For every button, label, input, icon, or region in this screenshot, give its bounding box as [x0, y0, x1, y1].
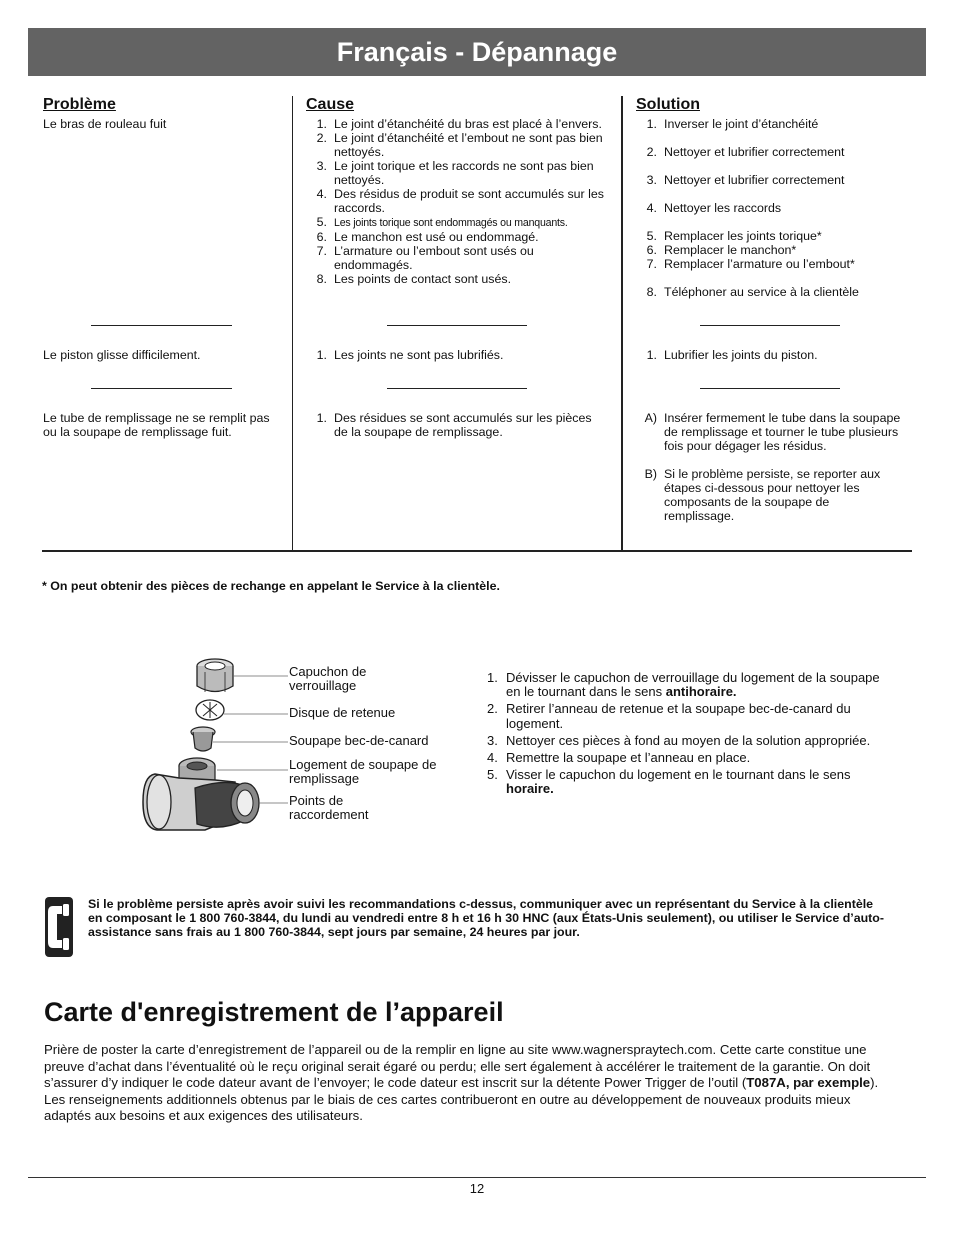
column-header-problem: Problème — [43, 96, 116, 113]
lock-cap-icon — [197, 659, 233, 692]
list-item: 8. Les points de contact sont usés. — [316, 272, 512, 286]
list-item: 6. Le manchon est usé ou endommagé. — [316, 230, 539, 244]
solution-list — [637, 348, 907, 362]
problem-text: Le bras de rouleau fuit — [43, 117, 167, 131]
callout-lock-cap: Capuchon de verrouillage — [289, 664, 367, 693]
list-item: 7. Remplacer l’armature ou l’embout* — [646, 257, 855, 271]
callout-valve-housing: Logement de soupape de remplissage — [289, 757, 437, 786]
list-item: 2. Nettoyer et lubrifier correctement — [646, 145, 845, 159]
list-item: 8. Téléphoner au service à la clientèle — [646, 285, 859, 299]
callout-duckbill-valve: Soupape bec-de-canard — [289, 733, 429, 748]
phone-icon — [44, 896, 74, 958]
column-cause — [306, 96, 354, 116]
registration-title: Carte d'enregistrement de l’appareil — [44, 997, 504, 1027]
list-item: 6. Remplacer le manchon* — [646, 243, 797, 257]
row-separator — [700, 388, 840, 389]
list-item: 5. Visser le capuchon du logement en le tournant dans le sens horaire. — [487, 767, 851, 797]
list-item: 1. Les joints ne sont pas lubrifiés. — [316, 348, 504, 362]
retaining-disc-icon — [196, 700, 224, 720]
valve-housing-icon — [143, 758, 259, 830]
row-separator — [387, 325, 527, 326]
list-item: 3. Nettoyer ces pièces à fond au moyen de la solution appropriée. — [487, 732, 871, 748]
list-item: 3. Nettoyer et lubrifier correctement — [646, 173, 845, 187]
list-item: 3. Le joint torique et les raccords ne sont pas bien nettoyés. — [316, 159, 594, 187]
list-item: B) Si le problème persiste, se reporter aux étapes ci-dessous pour nettoyer les composants de la soupape de remplissage. — [644, 467, 881, 523]
row-separator — [700, 325, 840, 326]
table-bottom-rule — [42, 550, 912, 552]
row-separator — [387, 388, 527, 389]
page-title: Français - Dépannage — [28, 28, 926, 76]
row-separator — [91, 325, 232, 326]
column-problem — [43, 96, 116, 116]
column-divider — [292, 96, 293, 551]
list-item: 2. Le joint d’étanchéité et l’embout ne sont pas bien nettoyés. — [316, 131, 603, 159]
fill-valve-diagram — [135, 652, 295, 842]
list-item: 4. Nettoyer les raccords — [646, 201, 782, 215]
page-number: 12 — [469, 1181, 485, 1196]
solution-list — [637, 411, 902, 523]
cause-list — [307, 411, 592, 439]
duckbill-valve-icon — [191, 727, 215, 751]
list-item: 4. Remettre la soupape et l’anneau en place. — [487, 750, 751, 766]
list-item: 1. Le joint d’étanchéité du bras est placé à l’envers. — [316, 117, 602, 131]
footer-rule — [28, 1177, 926, 1178]
column-header-cause: Cause — [306, 96, 355, 113]
callout-retaining-disc: Disque de retenue — [289, 705, 396, 720]
list-item: 2. Retirer l’anneau de retenue et la soupape bec-de-canard du logement. — [487, 701, 851, 731]
customer-service-contact: Si le problème persiste après avoir suivi les recommandations c-dessus, communiquer avec un représentant du Service à la clientèle en composant le 1 800 760-3844, du lundi au vendredi entre 8 h et 16 h 30 HNC (aux États-Unis seulement), ou utiliser le Service d’auto-assistance sans frais au 1 800 760-3844, sept jours par semaine, 24 heures par jour. — [88, 897, 884, 939]
list-item: 1. Inverser le joint d’étanchéité — [646, 117, 819, 131]
registration-body: Prière de poster la carte d’enregistrement de l’appareil ou de la remplir en ligne au site www.wagnerspraytech.com. Cette carte constitue une preuve d’achat dans l’éventualité où le reçu original serait égaré ou perdu; elle sert également à accélérer le traitement de la garantie. On doit s’assurer d’y indiquer le code dateur avant de l’envoyer; le code dateur est inscrit sur la détente Power Trigger de l’outil (T087A, par exemple). Les renseignements additionnels obtenus par le biais de ces cartes contribueront en outre au développement de nouveaux produits mieux adaptés aux besoins et aux exigences des utilisateurs. — [44, 1042, 879, 1124]
replacement-parts-note: * On peut obtenir des pièces de rechange en appelant le Service à la clientèle. — [42, 579, 500, 593]
column-header-solution: Solution — [636, 96, 700, 113]
list-item: 4. Des résidus de produit se sont accumulés sur les raccords. — [316, 187, 604, 215]
cleaning-steps — [487, 671, 897, 800]
cause-list — [307, 117, 612, 286]
callout-connection-points: Points de raccordement — [289, 793, 369, 822]
problem-text: Le tube de remplissage ne se remplit pas ou la soupape de remplissage fuit. — [43, 411, 270, 439]
list-item: 1. Des résidues se sont accumulés sur les pièces de la soupape de remplissage. — [316, 411, 592, 439]
solution-list — [637, 117, 907, 299]
problem-text: Le piston glisse difficilement. — [43, 348, 201, 362]
list-item: 5. Remplacer les joints torique* — [646, 229, 822, 243]
list-item: 7. L’armature ou l’embout sont usés ou endommagés. — [316, 244, 534, 272]
column-solution — [636, 96, 700, 116]
list-item: 1. Dévisser le capuchon de verrouillage du logement de la soupape en le tournant dans le sens antihoraire. — [487, 670, 880, 700]
cause-list — [307, 348, 612, 362]
list-item: A) Insérer fermement le tube dans la soupape de remplissage et tourner le tube plusieurs fois pour dégager les résidus. — [644, 411, 901, 453]
list-item: 5. Les joints torique sont endommagés ou manquants. — [316, 215, 568, 229]
row-separator — [91, 388, 232, 389]
list-item: 1. Lubrifier les joints du piston. — [646, 348, 818, 362]
column-divider — [621, 96, 623, 551]
